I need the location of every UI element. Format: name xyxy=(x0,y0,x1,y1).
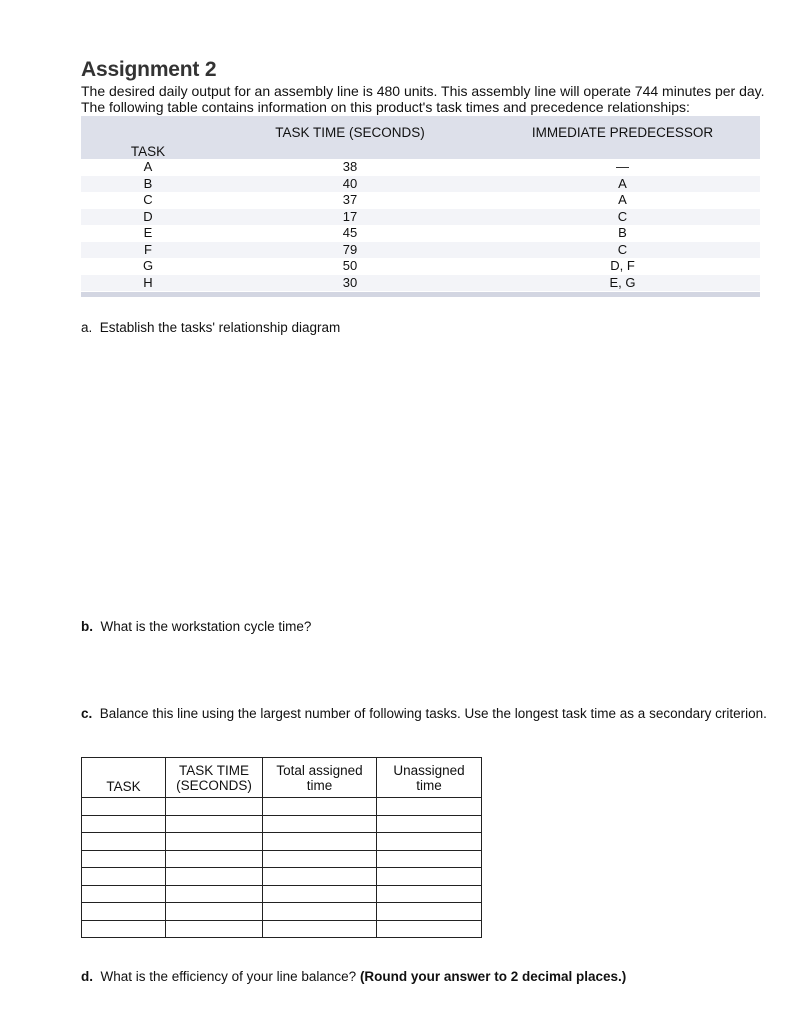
grid-cell-task[interactable] xyxy=(82,903,166,921)
question-d-emphasis: (Round your answer to 2 decimal places.) xyxy=(359,969,627,984)
cell-time: 45 xyxy=(342,225,358,240)
grid-cell-time[interactable] xyxy=(166,868,263,886)
table-row xyxy=(81,192,760,209)
cell-task: H xyxy=(81,275,215,292)
cell-task: E xyxy=(143,225,153,240)
header-predecessor: IMMEDIATE PREDECESSOR xyxy=(485,116,760,159)
grid-row xyxy=(82,798,482,816)
cell-pred: E, G xyxy=(485,275,760,292)
grid-row xyxy=(82,815,482,833)
table-row xyxy=(81,258,760,275)
question-c xyxy=(81,706,771,722)
cell-time: 40 xyxy=(215,176,485,193)
grid-cell-unassigned[interactable] xyxy=(377,868,482,886)
cell-time: 79 xyxy=(215,242,485,259)
task-table-header xyxy=(81,116,760,159)
cell-pred: B xyxy=(618,225,627,240)
grid-cell-total[interactable] xyxy=(263,885,377,903)
grid-cell-unassigned[interactable] xyxy=(377,833,482,851)
grid-header-task-time: TASK TIME (SECONDS) xyxy=(166,758,263,798)
grid-cell-total[interactable] xyxy=(263,868,377,886)
table-row xyxy=(81,225,760,242)
grid-cell-time[interactable] xyxy=(166,850,263,868)
question-b-text: What is the workstation cycle time? xyxy=(100,619,312,634)
cell-time: 50 xyxy=(342,258,358,273)
grid-row xyxy=(82,885,482,903)
grid-cell-total[interactable] xyxy=(263,920,377,938)
cell-task: C xyxy=(143,192,153,207)
grid-cell-unassigned[interactable] xyxy=(377,885,482,903)
question-c-text: Balance this line using the largest number of following tasks. Use the longest task time as a secondary criterion. xyxy=(99,706,767,721)
question-a xyxy=(81,320,340,336)
grid-cell-total[interactable] xyxy=(263,798,377,816)
cell-task: G xyxy=(142,258,154,273)
grid-cell-time[interactable] xyxy=(166,903,263,921)
cell-task: D xyxy=(81,209,215,226)
cell-time: 37 xyxy=(342,192,358,207)
cell-pred: C xyxy=(485,242,760,259)
task-table xyxy=(81,116,760,291)
grid-header-total-assigned: Total assigned time xyxy=(263,758,377,798)
cell-pred: A xyxy=(485,176,760,193)
cell-time: 30 xyxy=(215,275,485,292)
page-title: Assignment 2 xyxy=(81,58,217,81)
grid-cell-unassigned[interactable] xyxy=(377,798,482,816)
question-d-letter: d. xyxy=(81,969,93,984)
table-row xyxy=(81,242,760,259)
grid-cell-task[interactable] xyxy=(82,850,166,868)
cell-task: A xyxy=(143,159,153,174)
cell-time: 17 xyxy=(215,209,485,226)
balance-grid xyxy=(81,757,482,938)
grid-cell-unassigned[interactable] xyxy=(377,815,482,833)
grid-row xyxy=(82,833,482,851)
grid-cell-time[interactable] xyxy=(166,920,263,938)
grid-row xyxy=(82,850,482,868)
question-d xyxy=(81,969,626,985)
table-row xyxy=(81,159,760,176)
grid-cell-task[interactable] xyxy=(82,885,166,903)
question-d-text: What is the efficiency of your line balance? xyxy=(100,969,357,984)
balance-grid-body xyxy=(82,798,482,938)
grid-header-task: TASK xyxy=(82,758,166,798)
grid-cell-task[interactable] xyxy=(82,815,166,833)
table-bottom-rule xyxy=(81,292,760,297)
grid-row xyxy=(82,920,482,938)
grid-cell-time[interactable] xyxy=(166,815,263,833)
cell-pred: — xyxy=(616,159,629,174)
question-a-letter: a. xyxy=(81,320,93,335)
table-row xyxy=(81,275,760,292)
question-b xyxy=(81,619,311,635)
grid-cell-unassigned[interactable] xyxy=(377,920,482,938)
header-task-time: TASK TIME (SECONDS) xyxy=(215,116,485,159)
grid-cell-total[interactable] xyxy=(263,815,377,833)
table-row xyxy=(81,209,760,226)
grid-cell-total[interactable] xyxy=(263,903,377,921)
task-table-body xyxy=(81,159,760,291)
grid-cell-unassigned[interactable] xyxy=(377,850,482,868)
cell-pred: D, F xyxy=(610,258,635,273)
header-task: TASK xyxy=(81,116,215,159)
balance-grid-header xyxy=(82,758,482,798)
table-row xyxy=(81,176,760,193)
grid-cell-task[interactable] xyxy=(82,868,166,886)
grid-header-unassigned: Unassigned time xyxy=(377,758,482,798)
question-c-letter: c. xyxy=(81,706,93,721)
grid-cell-time[interactable] xyxy=(166,885,263,903)
cell-task: F xyxy=(81,242,215,259)
grid-cell-unassigned[interactable] xyxy=(377,903,482,921)
grid-cell-time[interactable] xyxy=(166,798,263,816)
grid-row xyxy=(82,903,482,921)
grid-row xyxy=(82,868,482,886)
cell-pred: A xyxy=(618,192,627,207)
grid-cell-task[interactable] xyxy=(82,920,166,938)
cell-pred: C xyxy=(485,209,760,226)
grid-cell-total[interactable] xyxy=(263,850,377,868)
grid-cell-total[interactable] xyxy=(263,833,377,851)
cell-task: B xyxy=(81,176,215,193)
grid-cell-task[interactable] xyxy=(82,833,166,851)
question-b-letter: b. xyxy=(81,619,93,634)
intro-paragraph: The desired daily output for an assembly line is 480 units. This assembly line will operate 744 minutes per day. The following table contains information on this product's task times and precedence relationships: xyxy=(81,83,765,115)
question-a-text: Establish the tasks' relationship diagram xyxy=(99,320,341,335)
grid-cell-task[interactable] xyxy=(82,798,166,816)
grid-cell-time[interactable] xyxy=(166,833,263,851)
cell-time: 38 xyxy=(342,159,358,174)
